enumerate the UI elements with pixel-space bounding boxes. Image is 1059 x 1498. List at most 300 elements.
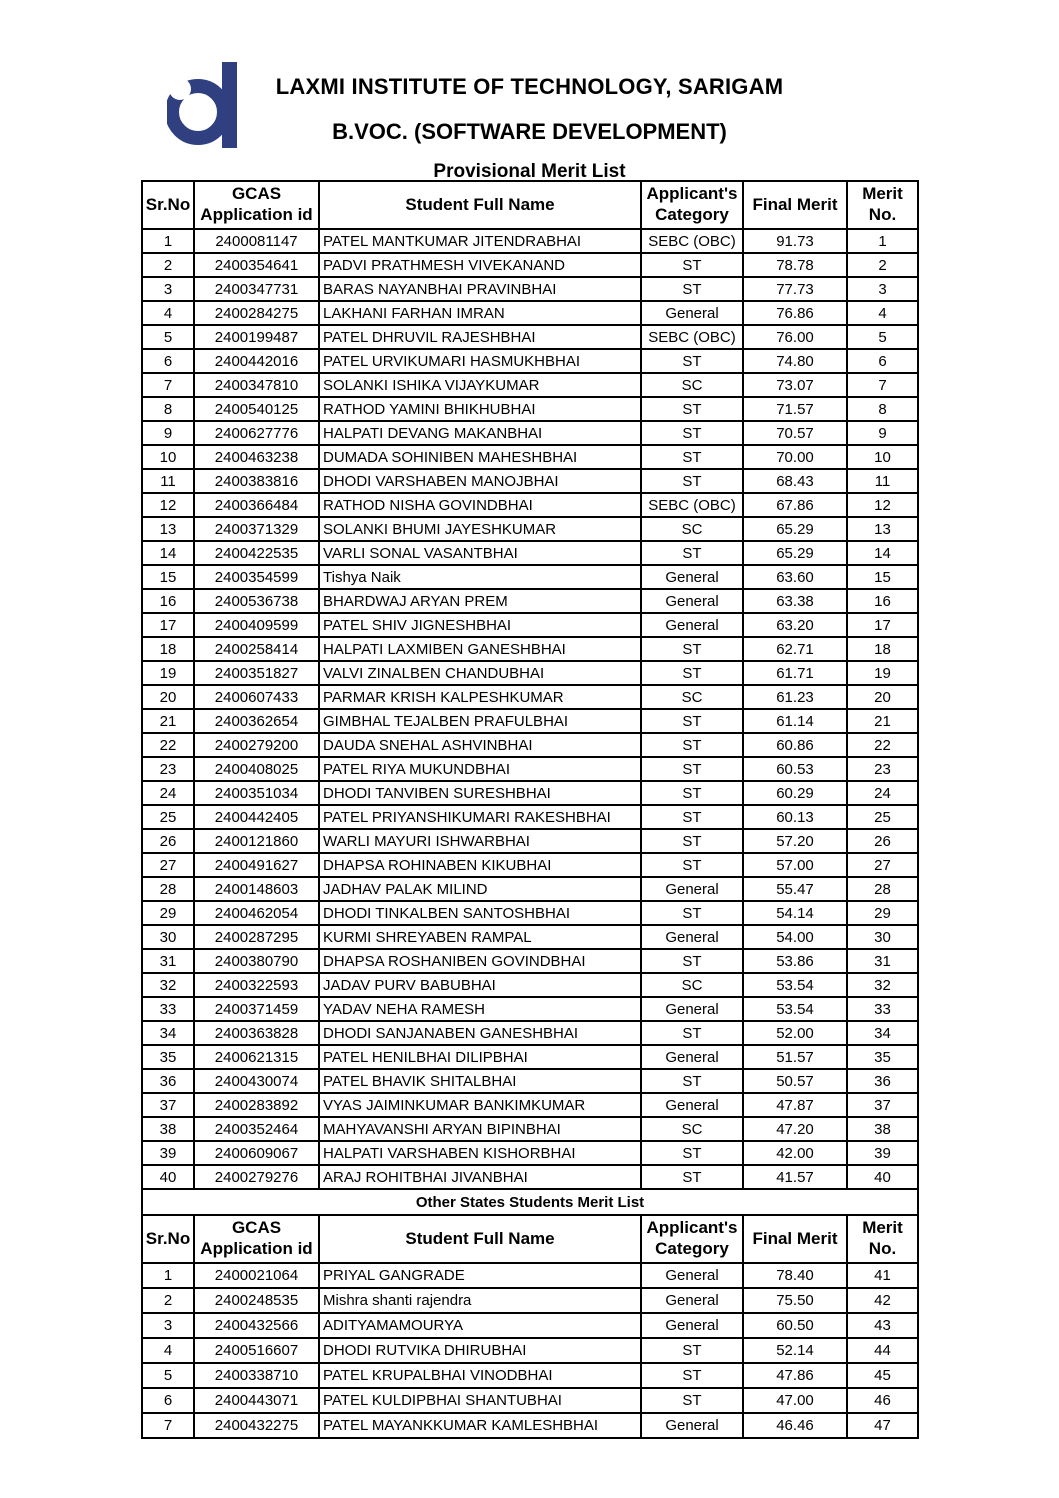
cell-merit-no: 1 xyxy=(847,229,918,253)
cell-final-merit: 52.00 xyxy=(743,1021,847,1045)
cell-merit-no: 15 xyxy=(847,565,918,589)
cell-category: General xyxy=(641,1313,743,1338)
cell-sr-no: 2 xyxy=(142,253,194,277)
cell-merit-no: 3 xyxy=(847,277,918,301)
cell-sr-no: 12 xyxy=(142,493,194,517)
table-row xyxy=(142,1263,918,1288)
cell-final-merit: 62.71 xyxy=(743,637,847,661)
cell-student-name: PARMAR KRISH KALPESHKUMAR xyxy=(319,685,641,709)
cell-category: ST xyxy=(641,661,743,685)
cell-final-merit: 61.14 xyxy=(743,709,847,733)
cell-merit-no: 19 xyxy=(847,661,918,685)
main-table-header xyxy=(142,181,918,229)
cell-final-merit: 61.71 xyxy=(743,661,847,685)
cell-application-id: 2400279200 xyxy=(194,733,319,757)
cell-category: General xyxy=(641,589,743,613)
cell-category: General xyxy=(641,1045,743,1069)
cell-final-merit: 54.14 xyxy=(743,901,847,925)
cell-category: General xyxy=(641,1093,743,1117)
page-title: Provisional Merit List xyxy=(433,161,626,182)
cell-category: SC xyxy=(641,517,743,541)
cell-student-name: PADVI PRATHMESH VIVEKANAND xyxy=(319,253,641,277)
cell-application-id: 2400609067 xyxy=(194,1141,319,1165)
cell-application-id: 2400121860 xyxy=(194,829,319,853)
cell-category: SEBC (OBC) xyxy=(641,325,743,349)
cell-sr-no: 10 xyxy=(142,445,194,469)
cell-sr-no: 28 xyxy=(142,877,194,901)
cell-merit-no: 13 xyxy=(847,517,918,541)
cell-merit-no: 25 xyxy=(847,805,918,829)
cell-application-id: 2400362654 xyxy=(194,709,319,733)
cell-category: ST xyxy=(641,805,743,829)
cell-application-id: 2400258414 xyxy=(194,637,319,661)
cell-student-name: PATEL KULDIPBHAI SHANTUBHAI xyxy=(319,1388,641,1413)
cell-student-name: BARAS NAYANBHAI PRAVINBHAI xyxy=(319,277,641,301)
cell-application-id: 2400442405 xyxy=(194,805,319,829)
cell-sr-no: 1 xyxy=(142,1263,194,1288)
cell-merit-no: 33 xyxy=(847,997,918,1021)
cell-application-id: 2400363828 xyxy=(194,1021,319,1045)
cell-final-merit: 60.13 xyxy=(743,805,847,829)
cell-final-merit: 46.46 xyxy=(743,1413,847,1438)
table-row xyxy=(142,277,918,301)
cell-sr-no: 13 xyxy=(142,517,194,541)
cell-student-name: PATEL PRIYANSHIKUMARI RAKESHBHAI xyxy=(319,805,641,829)
cell-application-id: 2400279276 xyxy=(194,1165,319,1189)
cell-sr-no: 3 xyxy=(142,277,194,301)
cell-student-name: JADAV PURV BABUBHAI xyxy=(319,973,641,997)
cell-sr-no: 27 xyxy=(142,853,194,877)
cell-application-id: 2400443071 xyxy=(194,1388,319,1413)
cell-final-merit: 52.14 xyxy=(743,1338,847,1363)
cell-merit-no: 12 xyxy=(847,493,918,517)
cell-merit-no: 4 xyxy=(847,301,918,325)
cell-sr-no: 18 xyxy=(142,637,194,661)
cell-student-name: PATEL MANTKUMAR JITENDRABHAI xyxy=(319,229,641,253)
cell-sr-no: 7 xyxy=(142,373,194,397)
table-row xyxy=(142,805,918,829)
cell-application-id: 2400380790 xyxy=(194,949,319,973)
cell-category: ST xyxy=(641,709,743,733)
cell-merit-no: 28 xyxy=(847,877,918,901)
cell-final-merit: 76.00 xyxy=(743,325,847,349)
cell-student-name: RATHOD NISHA GOVINDBHAI xyxy=(319,493,641,517)
cell-category: General xyxy=(641,565,743,589)
program-title: B.VOC. (SOFTWARE DEVELOPMENT) xyxy=(332,119,727,144)
cell-student-name: WARLI MAYURI ISHWARBHAI xyxy=(319,829,641,853)
cell-final-merit: 63.60 xyxy=(743,565,847,589)
cell-application-id: 2400287295 xyxy=(194,925,319,949)
cell-final-merit: 68.43 xyxy=(743,469,847,493)
other-states-section xyxy=(142,1189,918,1263)
cell-category: SEBC (OBC) xyxy=(641,229,743,253)
col-header-student-name: Student Full Name xyxy=(319,1215,641,1263)
cell-sr-no: 3 xyxy=(142,1313,194,1338)
cell-application-id: 2400462054 xyxy=(194,901,319,925)
cell-sr-no: 9 xyxy=(142,421,194,445)
cell-sr-no: 24 xyxy=(142,781,194,805)
cell-final-merit: 53.54 xyxy=(743,973,847,997)
cell-student-name: HALPATI LAXMIBEN GANESHBHAI xyxy=(319,637,641,661)
cell-student-name: JADHAV PALAK MILIND xyxy=(319,877,641,901)
cell-student-name: VALVI ZINALBEN CHANDUBHAI xyxy=(319,661,641,685)
cell-merit-no: 10 xyxy=(847,445,918,469)
cell-sr-no: 4 xyxy=(142,1338,194,1363)
cell-sr-no: 17 xyxy=(142,613,194,637)
cell-merit-no: 41 xyxy=(847,1263,918,1288)
cell-final-merit: 78.40 xyxy=(743,1263,847,1288)
table-row xyxy=(142,1165,918,1189)
cell-application-id: 2400148603 xyxy=(194,877,319,901)
cell-merit-no: 23 xyxy=(847,757,918,781)
table-row xyxy=(142,781,918,805)
cell-final-merit: 55.47 xyxy=(743,877,847,901)
cell-merit-no: 9 xyxy=(847,421,918,445)
cell-student-name: HALPATI VARSHABEN KISHORBHAI xyxy=(319,1141,641,1165)
cell-category: ST xyxy=(641,1165,743,1189)
cell-merit-no: 29 xyxy=(847,901,918,925)
col-header-student-name: Student Full Name xyxy=(319,181,641,229)
cell-student-name: PATEL BHAVIK SHITALBHAI xyxy=(319,1069,641,1093)
table-row xyxy=(142,901,918,925)
cell-merit-no: 24 xyxy=(847,781,918,805)
cell-student-name: MAHYAVANSHI ARYAN BIPINBHAI xyxy=(319,1117,641,1141)
cell-merit-no: 45 xyxy=(847,1363,918,1388)
cell-student-name: Mishra shanti rajendra xyxy=(319,1288,641,1313)
cell-application-id: 2400371329 xyxy=(194,517,319,541)
cell-merit-no: 32 xyxy=(847,973,918,997)
cell-application-id: 2400021064 xyxy=(194,1263,319,1288)
cell-merit-no: 30 xyxy=(847,925,918,949)
cell-category: ST xyxy=(641,1069,743,1093)
cell-merit-no: 38 xyxy=(847,1117,918,1141)
cell-sr-no: 22 xyxy=(142,733,194,757)
cell-category: ST xyxy=(641,1388,743,1413)
cell-final-merit: 76.86 xyxy=(743,301,847,325)
cell-merit-no: 2 xyxy=(847,253,918,277)
cell-category: ST xyxy=(641,1338,743,1363)
cell-student-name: HALPATI DEVANG MAKANBHAI xyxy=(319,421,641,445)
cell-application-id: 2400536738 xyxy=(194,589,319,613)
cell-final-merit: 47.00 xyxy=(743,1388,847,1413)
main-merit-rows xyxy=(142,229,918,1189)
table-row xyxy=(142,637,918,661)
table-row xyxy=(142,469,918,493)
cell-final-merit: 65.29 xyxy=(743,517,847,541)
table-row xyxy=(142,397,918,421)
cell-sr-no: 23 xyxy=(142,757,194,781)
cell-category: ST xyxy=(641,277,743,301)
cell-final-merit: 47.20 xyxy=(743,1117,847,1141)
cell-sr-no: 31 xyxy=(142,949,194,973)
table-row xyxy=(142,229,918,253)
col-header-category: Applicant's Category xyxy=(641,1215,743,1263)
cell-category: ST xyxy=(641,349,743,373)
cell-application-id: 2400432275 xyxy=(194,1413,319,1438)
cell-student-name: DHAPSA ROHINABEN KIKUBHAI xyxy=(319,853,641,877)
cell-application-id: 2400430074 xyxy=(194,1069,319,1093)
col-header-application-id: GCAS Application id xyxy=(194,1215,319,1263)
cell-application-id: 2400338710 xyxy=(194,1363,319,1388)
cell-final-merit: 54.00 xyxy=(743,925,847,949)
cell-merit-no: 27 xyxy=(847,853,918,877)
cell-merit-no: 16 xyxy=(847,589,918,613)
cell-category: SC xyxy=(641,373,743,397)
cell-merit-no: 47 xyxy=(847,1413,918,1438)
cell-final-merit: 60.86 xyxy=(743,733,847,757)
cell-sr-no: 15 xyxy=(142,565,194,589)
table-row xyxy=(142,1313,918,1338)
cell-application-id: 2400463238 xyxy=(194,445,319,469)
cell-final-merit: 42.00 xyxy=(743,1141,847,1165)
cell-student-name: DHODI TINKALBEN SANTOSHBHAI xyxy=(319,901,641,925)
cell-application-id: 2400621315 xyxy=(194,1045,319,1069)
cell-final-merit: 70.00 xyxy=(743,445,847,469)
cell-student-name: DHAPSA ROSHANIBEN GOVINDBHAI xyxy=(319,949,641,973)
cell-application-id: 2400432566 xyxy=(194,1313,319,1338)
cell-category: General xyxy=(641,301,743,325)
cell-final-merit: 57.20 xyxy=(743,829,847,853)
cell-final-merit: 73.07 xyxy=(743,373,847,397)
cell-sr-no: 8 xyxy=(142,397,194,421)
cell-category: ST xyxy=(641,733,743,757)
cell-sr-no: 30 xyxy=(142,925,194,949)
table-row xyxy=(142,613,918,637)
cell-category: ST xyxy=(641,1363,743,1388)
other-states-rows xyxy=(142,1263,918,1438)
cell-merit-no: 18 xyxy=(847,637,918,661)
cell-sr-no: 7 xyxy=(142,1413,194,1438)
table-row xyxy=(142,541,918,565)
cell-application-id: 2400383816 xyxy=(194,469,319,493)
table-row xyxy=(142,325,918,349)
cell-application-id: 2400284275 xyxy=(194,301,319,325)
cell-final-merit: 47.86 xyxy=(743,1363,847,1388)
cell-sr-no: 6 xyxy=(142,349,194,373)
cell-application-id: 2400491627 xyxy=(194,853,319,877)
header-row xyxy=(142,1215,918,1263)
cell-final-merit: 50.57 xyxy=(743,1069,847,1093)
cell-sr-no: 1 xyxy=(142,229,194,253)
table-row xyxy=(142,925,918,949)
col-header-category: Applicant's Category xyxy=(641,181,743,229)
table-row xyxy=(142,685,918,709)
table-row xyxy=(142,829,918,853)
cell-sr-no: 11 xyxy=(142,469,194,493)
cell-category: ST xyxy=(641,853,743,877)
cell-sr-no: 19 xyxy=(142,661,194,685)
table-row xyxy=(142,373,918,397)
cell-application-id: 2400354641 xyxy=(194,253,319,277)
cell-category: General xyxy=(641,877,743,901)
cell-final-merit: 63.20 xyxy=(743,613,847,637)
cell-final-merit: 65.29 xyxy=(743,541,847,565)
header-block xyxy=(0,74,1059,183)
cell-sr-no: 40 xyxy=(142,1165,194,1189)
cell-category: ST xyxy=(641,1141,743,1165)
table-row xyxy=(142,1141,918,1165)
cell-application-id: 2400540125 xyxy=(194,397,319,421)
cell-merit-no: 26 xyxy=(847,829,918,853)
cell-application-id: 2400352464 xyxy=(194,1117,319,1141)
table-row xyxy=(142,1413,918,1438)
cell-application-id: 2400322593 xyxy=(194,973,319,997)
table-row xyxy=(142,1021,918,1045)
table-row xyxy=(142,1288,918,1313)
cell-final-merit: 61.23 xyxy=(743,685,847,709)
cell-student-name: PATEL HENILBHAI DILIPBHAI xyxy=(319,1045,641,1069)
cell-merit-no: 40 xyxy=(847,1165,918,1189)
cell-merit-no: 14 xyxy=(847,541,918,565)
cell-sr-no: 36 xyxy=(142,1069,194,1093)
cell-student-name: ADITYAMAMOURYA xyxy=(319,1313,641,1338)
col-header-merit-no: Merit No. xyxy=(847,1215,918,1263)
table-row xyxy=(142,949,918,973)
cell-merit-no: 42 xyxy=(847,1288,918,1313)
header-row xyxy=(142,181,918,229)
cell-student-name: SOLANKI ISHIKA VIJAYKUMAR xyxy=(319,373,641,397)
cell-merit-no: 43 xyxy=(847,1313,918,1338)
table-row xyxy=(142,733,918,757)
cell-category: ST xyxy=(641,757,743,781)
cell-student-name: LAKHANI FARHAN IMRAN xyxy=(319,301,641,325)
col-header-final-merit: Final Merit xyxy=(743,1215,847,1263)
cell-sr-no: 5 xyxy=(142,325,194,349)
cell-category: ST xyxy=(641,949,743,973)
cell-application-id: 2400371459 xyxy=(194,997,319,1021)
table-row xyxy=(142,349,918,373)
cell-final-merit: 51.57 xyxy=(743,1045,847,1069)
cell-application-id: 2400409599 xyxy=(194,613,319,637)
cell-application-id: 2400516607 xyxy=(194,1338,319,1363)
col-header-application-id: GCAS Application id xyxy=(194,181,319,229)
cell-student-name: DAUDA SNEHAL ASHVINBHAI xyxy=(319,733,641,757)
cell-application-id: 2400351034 xyxy=(194,781,319,805)
cell-merit-no: 39 xyxy=(847,1141,918,1165)
table-row xyxy=(142,973,918,997)
col-header-sr-no: Sr.No xyxy=(142,1215,194,1263)
cell-final-merit: 63.38 xyxy=(743,589,847,613)
cell-sr-no: 39 xyxy=(142,1141,194,1165)
cell-application-id: 2400283892 xyxy=(194,1093,319,1117)
table-row xyxy=(142,253,918,277)
cell-application-id: 2400366484 xyxy=(194,493,319,517)
cell-application-id: 2400199487 xyxy=(194,325,319,349)
institute-title: LAXMI INSTITUTE OF TECHNOLOGY, SARIGAM xyxy=(275,74,784,99)
table-row xyxy=(142,1045,918,1069)
cell-student-name: PATEL KRUPALBHAI VINODBHAI xyxy=(319,1363,641,1388)
cell-student-name: PATEL DHRUVIL RAJESHBHAI xyxy=(319,325,641,349)
cell-sr-no: 25 xyxy=(142,805,194,829)
cell-student-name: ARAJ ROHITBHAI JIVANBHAI xyxy=(319,1165,641,1189)
cell-merit-no: 44 xyxy=(847,1338,918,1363)
cell-sr-no: 38 xyxy=(142,1117,194,1141)
cell-category: ST xyxy=(641,781,743,805)
cell-student-name: DHODI RUTVIKA DHIRUBHAI xyxy=(319,1338,641,1363)
cell-category: ST xyxy=(641,253,743,277)
table-row xyxy=(142,709,918,733)
table-row xyxy=(142,589,918,613)
cell-application-id: 2400408025 xyxy=(194,757,319,781)
cell-category: General xyxy=(641,925,743,949)
cell-student-name: DUMADA SOHINIBEN MAHESHBHAI xyxy=(319,445,641,469)
cell-sr-no: 5 xyxy=(142,1363,194,1388)
cell-final-merit: 60.50 xyxy=(743,1313,847,1338)
table-row xyxy=(142,1093,918,1117)
cell-student-name: Tishya Naik xyxy=(319,565,641,589)
cell-sr-no: 6 xyxy=(142,1388,194,1413)
cell-category: ST xyxy=(641,541,743,565)
table-row xyxy=(142,853,918,877)
col-header-final-merit: Final Merit xyxy=(743,181,847,229)
cell-student-name: YADAV NEHA RAMESH xyxy=(319,997,641,1021)
cell-final-merit: 57.00 xyxy=(743,853,847,877)
cell-category: General xyxy=(641,613,743,637)
cell-student-name: SOLANKI BHUMI JAYESHKUMAR xyxy=(319,517,641,541)
cell-merit-no: 36 xyxy=(847,1069,918,1093)
cell-student-name: PATEL URVIKUMARI HASMUKHBHAI xyxy=(319,349,641,373)
cell-category: General xyxy=(641,1413,743,1438)
cell-final-merit: 75.50 xyxy=(743,1288,847,1313)
cell-category: ST xyxy=(641,421,743,445)
table-row xyxy=(142,1363,918,1388)
table-row xyxy=(142,1069,918,1093)
cell-merit-no: 37 xyxy=(847,1093,918,1117)
cell-application-id: 2400354599 xyxy=(194,565,319,589)
cell-merit-no: 31 xyxy=(847,949,918,973)
cell-merit-no: 5 xyxy=(847,325,918,349)
cell-student-name: PATEL MAYANKKUMAR KAMLESHBHAI xyxy=(319,1413,641,1438)
cell-merit-no: 20 xyxy=(847,685,918,709)
cell-final-merit: 77.73 xyxy=(743,277,847,301)
cell-category: ST xyxy=(641,397,743,421)
cell-sr-no: 34 xyxy=(142,1021,194,1045)
cell-category: SEBC (OBC) xyxy=(641,493,743,517)
cell-final-merit: 70.57 xyxy=(743,421,847,445)
table-row xyxy=(142,565,918,589)
cell-final-merit: 47.87 xyxy=(743,1093,847,1117)
cell-student-name: PATEL SHIV JIGNESHBHAI xyxy=(319,613,641,637)
cell-category: SC xyxy=(641,1117,743,1141)
table-row xyxy=(142,301,918,325)
cell-sr-no: 29 xyxy=(142,901,194,925)
table-row xyxy=(142,421,918,445)
cell-sr-no: 20 xyxy=(142,685,194,709)
cell-merit-no: 11 xyxy=(847,469,918,493)
cell-merit-no: 21 xyxy=(847,709,918,733)
table-row xyxy=(142,1338,918,1363)
cell-merit-no: 34 xyxy=(847,1021,918,1045)
table-row xyxy=(142,445,918,469)
cell-category: ST xyxy=(641,829,743,853)
cell-sr-no: 2 xyxy=(142,1288,194,1313)
cell-application-id: 2400248535 xyxy=(194,1288,319,1313)
cell-final-merit: 71.57 xyxy=(743,397,847,421)
cell-merit-no: 8 xyxy=(847,397,918,421)
cell-sr-no: 35 xyxy=(142,1045,194,1069)
cell-final-merit: 60.53 xyxy=(743,757,847,781)
cell-student-name: KURMI SHREYABEN RAMPAL xyxy=(319,925,641,949)
cell-final-merit: 60.29 xyxy=(743,781,847,805)
cell-student-name: DHODI TANVIBEN SURESHBHAI xyxy=(319,781,641,805)
cell-student-name: GIMBHAL TEJALBEN PRAFULBHAI xyxy=(319,709,641,733)
cell-final-merit: 53.54 xyxy=(743,997,847,1021)
cell-student-name: PATEL RIYA MUKUNDBHAI xyxy=(319,757,641,781)
cell-category: General xyxy=(641,1263,743,1288)
cell-category: SC xyxy=(641,685,743,709)
cell-category: ST xyxy=(641,445,743,469)
table-row xyxy=(142,1117,918,1141)
